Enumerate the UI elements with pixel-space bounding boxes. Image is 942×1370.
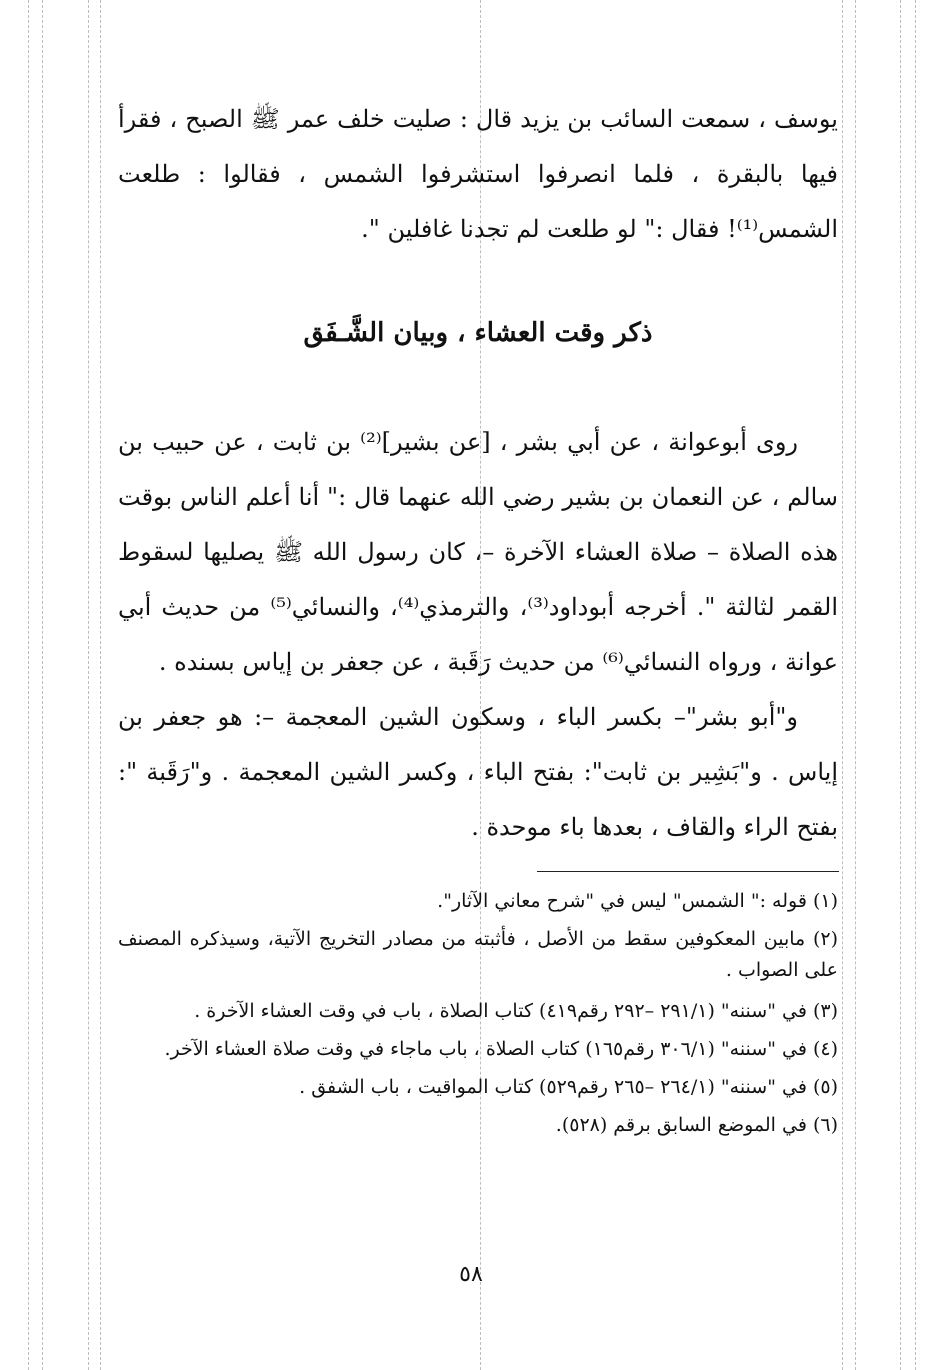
page-body	[118, 92, 838, 855]
paragraph-3: و"أبو بشر"– بكسر الباء ، وسكون الشين المعجمة –: هو جعفر بن إياس . و"بَشِير بن ثابت": بفتح الباء ، وكسر الشين المعجمة . و"رَقَبة ": بفتح الراء والقاف ، بعدها باء موحدة .	[118, 703, 838, 841]
paragraph-1: يوسف ، سمعت السائب بن يزيد قال : صليت خلف عمر ﷺ الصبح ، فقرأ فيها بالبقرة ، فلما انصرفوا استشرفوا الشمس ، فقالوا : طلعت الشمس⁽¹⁾! فقال :" لو طلعت لم تجدنا غافلين ".	[118, 105, 839, 243]
scan-guide-line	[100, 0, 101, 1370]
footnotes	[118, 886, 838, 1148]
footnote-separator	[537, 871, 839, 872]
footnote-1: (١) قوله :" الشمس" ليس في "شرح معاني الآثار".	[437, 890, 838, 912]
page-number: ٥٨	[459, 1262, 483, 1287]
scan-guide-line	[88, 0, 89, 1370]
footnote-4: (٤) في "سننه" (٣٠٦/١ رقم١٦٥) كتاب الصلاة ، باب ماجاء في وقت صلاة العشاء الآخر.	[164, 1038, 838, 1060]
section-heading: ذكر وقت العشاء ، وبيان الشَّـفَق	[303, 318, 653, 348]
footnote-3: (٣) في "سننه" (٢٩١/١ –٢٩٢ رقم٤١٩) كتاب الصلاة ، باب في وقت العشاء الآخرة .	[194, 1000, 838, 1022]
scan-guide-line	[915, 0, 916, 1370]
section-content	[118, 415, 838, 855]
scan-guide-line	[28, 0, 29, 1370]
footnote-6: (٦) في الموضع السابق برقم (٥٢٨).	[555, 1114, 838, 1136]
footnote-2: (٢) مابين المعكوفين سقط من الأصل ، فأثبته من مصادر التخريج الآتية، وسيذكره المصنف على الصواب .	[118, 928, 838, 981]
footnote-5: (٥) في "سننه" (٢٦٤/١ –٢٦٥ رقم٥٢٩) كتاب المواقيت ، باب الشفق .	[299, 1076, 838, 1098]
scan-guide-line	[42, 0, 43, 1370]
scan-guide-line	[855, 0, 856, 1370]
scan-guide-line	[900, 0, 901, 1370]
scan-guide-line	[842, 0, 843, 1370]
paragraph-2: روى أبوعوانة ، عن أبي بشر ، [عن بشير]⁽²⁾ بن ثابت ، عن حبيب بن سالم ، عن النعمان بن بشير رضي الله عنهما قال :" أنا أعلم الناس بوقت هذه الصلاة – صلاة العشاء الآخرة –، كان رسول الله ﷺ يصليها لسقوط القمر لثالثة ". أخرجه أبوداود⁽³⁾، والترمذي⁽⁴⁾، والنسائي⁽⁵⁾ من حديث أبي عوانة ، ورواه النسائي⁽⁶⁾ من حديث رَقَبة ، عن جعفر بن إياس بسنده .	[118, 428, 839, 676]
